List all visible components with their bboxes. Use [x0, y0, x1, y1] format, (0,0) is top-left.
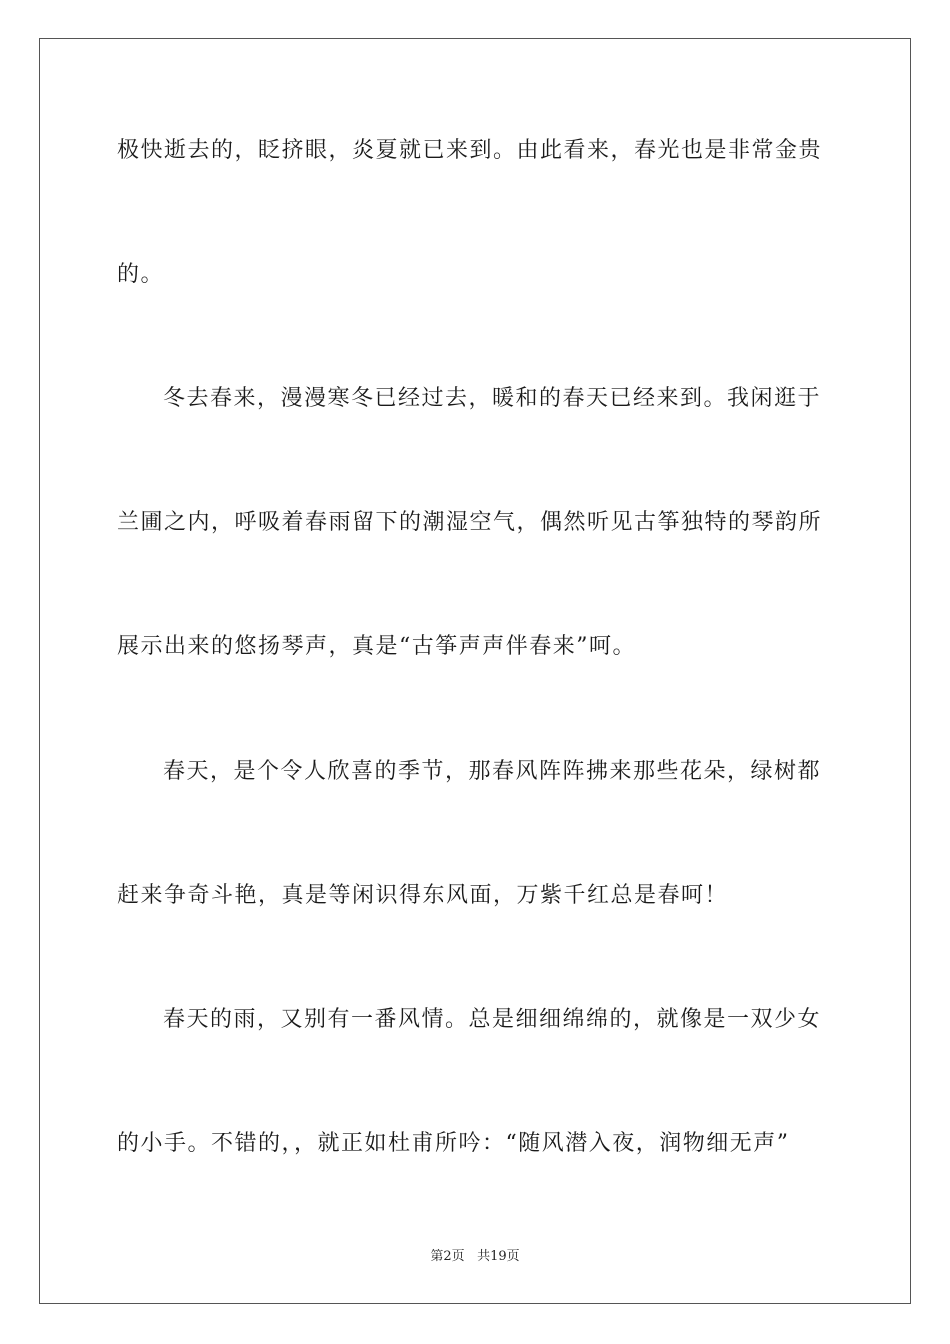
paragraph-line: 的小手。不错的，，就正如杜甫所吟：“随风潜入夜，润物细无声”	[117, 1131, 790, 1156]
paragraph-line: 赶来争奇斗艳，真是等闲识得东风面，万紫千红总是春呵！	[117, 883, 729, 908]
paragraph-line: 极快逝去的，眨挤眼，炎夏就已来到。由此看来，春光也是非常金贵	[117, 138, 823, 163]
page-total: 共19页	[477, 1249, 520, 1264]
page-border	[39, 38, 911, 1304]
paragraph-line: 展示出来的悠扬琴声，真是“古筝声声伴春来”呵。	[117, 634, 636, 659]
paragraph-line: 的。	[117, 262, 165, 287]
page-footer	[0, 1248, 950, 1266]
paragraph-line: 冬去春来，漫漫寒冬已经过去，暖和的春天已经来到。我闲逛于	[163, 386, 822, 411]
paragraph-line: 兰圃之内，呼吸着春雨留下的潮湿空气，偶然听见古筝独特的琴韵所	[117, 510, 823, 535]
paragraph-line: 春天的雨，又别有一番风情。总是细细绵绵的，就像是一双少女	[163, 1007, 822, 1032]
paragraph-line: 春天，是个令人欣喜的季节，那春风阵阵拂来那些花朵，绿树都	[163, 759, 822, 784]
page-number: 第2页	[430, 1249, 465, 1264]
